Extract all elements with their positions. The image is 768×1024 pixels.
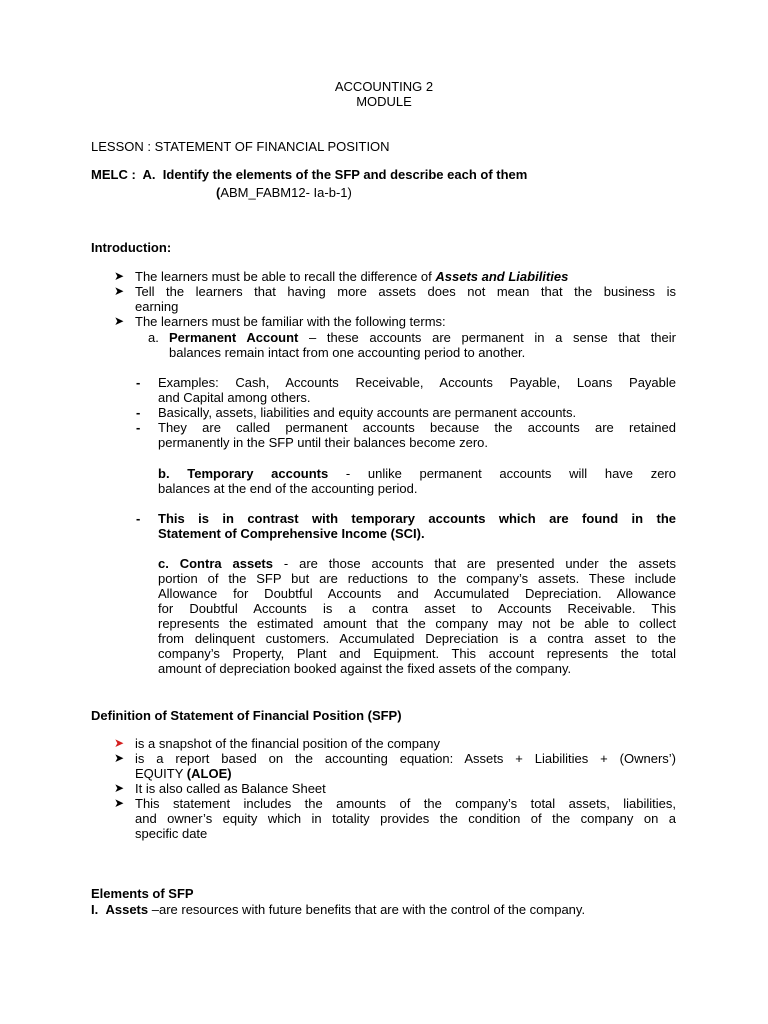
elements-heading: Elements of SFP (91, 886, 194, 901)
arrow-bullet-icon: ➤ (114, 284, 125, 298)
lesson-title: LESSON : STATEMENT OF FINANCIAL POSITION (91, 139, 390, 154)
intro-bullet-2-line2: earning (135, 299, 179, 314)
contra-assets-line2: portion of the SFP but are reductions to the company’s assets. These include (158, 571, 676, 586)
assets-liabilities-emphasis: Assets and Liabilities (435, 269, 569, 284)
melc-code-text: ABM_FABM12- Ia-b-1) (220, 185, 352, 200)
intro-bullet-3: The learners must be familiar with the following terms: (135, 314, 446, 329)
contra-assets-line4: for Doubtful Accounts is a contra asset to Accounts Receivable. This (158, 601, 676, 616)
examples-line1: Examples: Cash, Accounts Receivable, Accounts Payable, Loans Payable (158, 375, 676, 390)
definition-bullet-1: is a snapshot of the financial position of the company (135, 736, 440, 751)
intro-heading: Introduction: (91, 240, 172, 255)
melc-letter: A. (142, 167, 156, 182)
melc-code (216, 185, 352, 200)
contra-assets-line7: company’s Property, Plant and Equipment. This account represents the total (158, 646, 676, 661)
intro-bullet-1: The learners must be able to recall the difference of Assets and Liabilities (135, 269, 569, 284)
definition-bullet-2-line2: EQUITY (ALOE) (135, 766, 232, 781)
contra-assets-line8: amount of depreciation booked against the fixed assets of the company. (158, 661, 572, 676)
dash-bullet: - (136, 375, 141, 390)
definition-bullet-4-line2: and owner’s equity which in totality provides the condition of the company on a (135, 811, 676, 826)
contrast-line1: This is in contrast with temporary accounts which are found in the (158, 511, 676, 526)
dash-bullet: - (136, 405, 141, 420)
red-arrow-bullet-icon: ➤ (114, 736, 125, 750)
arrow-bullet-icon: ➤ (114, 269, 125, 283)
examples-line2: and Capital among others. (158, 390, 311, 405)
definition-bullet-3: It is also called as Balance Sheet (135, 781, 326, 796)
temporary-accounts-line2: balances at the end of the accounting period. (158, 481, 418, 496)
assets-term: Assets (105, 902, 149, 917)
dash-bullet: - (136, 420, 141, 435)
melc-text: Identify the elements of the SFP and describe each of them (162, 167, 528, 182)
melc-line (91, 167, 527, 182)
intro-bullet-2-line1: Tell the learners that having more assets does not mean that the business is (135, 284, 676, 299)
arrow-bullet-icon: ➤ (114, 781, 125, 795)
arrow-bullet-icon: ➤ (114, 314, 125, 328)
retained-line2: permanently in the SFP until their balances become zero. (158, 435, 488, 450)
assets-definition: I. Assets –are resources with future benefits that are with the control of the company. (91, 902, 586, 917)
contra-assets-line6: from delinquent customers. Accumulated Depreciation is a contra asset to the (158, 631, 676, 646)
permanent-account-line2: balances remain intact from one accounting period to another. (169, 345, 526, 360)
permanent-account-term: Permanent Account (169, 330, 299, 345)
basically-line: Basically, assets, liabilities and equity accounts are permanent accounts. (158, 405, 577, 420)
contra-assets-line3: Allowance for Doubtful Accounts and Accumulated Depreciation. Allowance (158, 586, 676, 601)
melc-prefix: MELC : (91, 167, 136, 182)
module-subtitle: MODULE (356, 94, 412, 109)
permanent-account-line1: Permanent Account – these accounts are permanent in a sense that their (169, 330, 676, 345)
assets-number: I. (91, 902, 99, 917)
definition-bullet-4-line3: specific date (135, 826, 208, 841)
melc-code-paren: ( (216, 185, 221, 200)
definition-bullet-4-line1: This statement includes the amounts of the company’s total assets, liabilities, (135, 796, 676, 811)
dash-bullet: - (136, 511, 141, 526)
definition-heading: Definition of Statement of Financial Position (SFP) (91, 708, 402, 723)
temporary-accounts-term: b. Temporary accounts (158, 466, 329, 481)
definition-bullet-2-line1: is a report based on the accounting equation: Assets + Liabilities + (Owners’) (135, 751, 676, 766)
temporary-accounts-line1: b. Temporary accounts - unlike permanent accounts will have zero (158, 466, 676, 481)
contra-assets-line5: represents the estimated amount that the company may not be able to collect (158, 616, 676, 631)
permanent-account-letter: a. (148, 330, 159, 345)
module-title: ACCOUNTING 2 (334, 79, 434, 94)
retained-line1: They are called permanent accounts because the accounts are retained (158, 420, 676, 435)
contra-assets-term: c. Contra assets (158, 556, 273, 571)
contra-assets-line1: c. Contra assets - are those accounts that are presented under the assets (158, 556, 676, 571)
arrow-bullet-icon: ➤ (114, 751, 125, 765)
aloe-emphasis: (ALOE) (186, 766, 232, 781)
contrast-line2: Statement of Comprehensive Income (SCI). (158, 526, 425, 541)
arrow-bullet-icon: ➤ (114, 796, 125, 810)
